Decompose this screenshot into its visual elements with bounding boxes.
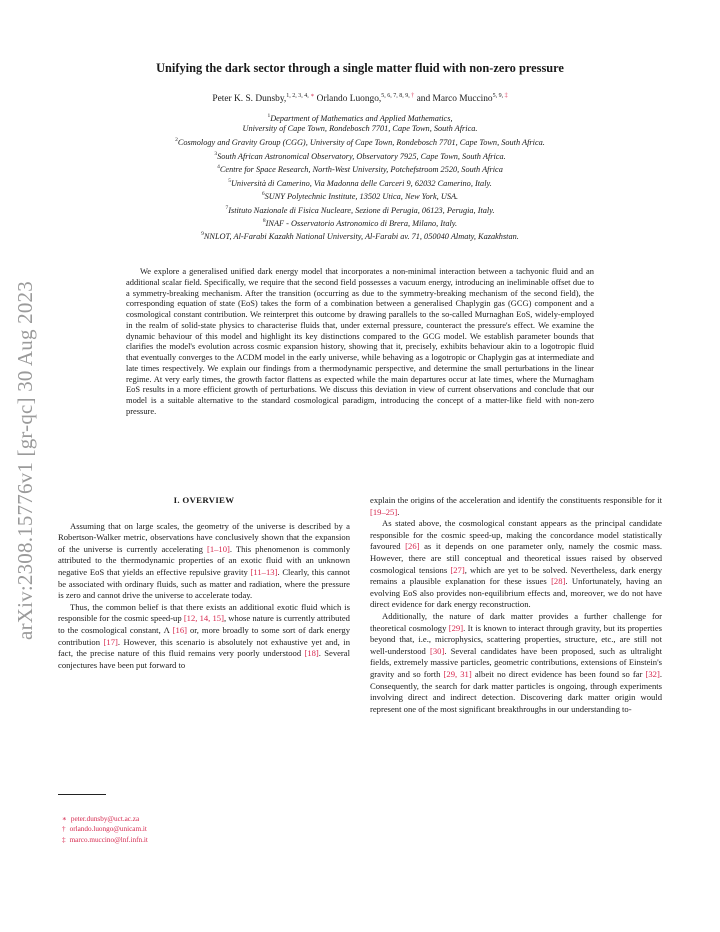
citation-link[interactable]: [19–25]	[370, 506, 398, 517]
citation-link[interactable]: [1–10]	[206, 543, 230, 554]
citation-link[interactable]: [17]	[103, 636, 118, 647]
footnote	[62, 835, 148, 845]
affiliation-number: 8	[262, 217, 266, 224]
body-paragraph: As stated above, the cosmological constant appears as the principal candidate responsible for the cosmic speed-up, making the concordance model statistically favoured [26] as it depends on one parameter only, namely the cosmic mass. However, there are still conceptual and theoretical issues raised by observed cosmological tensions [27], which are yet to be solved. Nevertheless, dark energy remains a plausible explanation for these issues [28]. Unfortunately, having an evolving EoS also provides non-equilibrium effects and, moreover, we do not have direct evidence for dark energy reconstruction.	[370, 518, 662, 610]
affiliation-text: Istituto Nazionale di Fisica Nucleare, Sezione di Perugia, 06123, Perugia, Italy.	[228, 205, 495, 215]
affiliation-line	[70, 203, 650, 216]
body-paragraph: Assuming that on large scales, the geometry of the universe is described by a Robertson-Walker metric, observations have conclusively shown that the expansion of the universe is currently accelerating [1–10]. This phenomenon is commonly attributed to the thermodynamic properties of an exotic fluid with an unknown negative EoS that yields an effective repulsive gravity [11–13]. Clearly, this cannot be associated with ordinary fluids, such as matter and radiation, where the pressure is zero and cannot drive the universe to accelerate today.	[58, 520, 350, 601]
left-column-body	[58, 521, 350, 672]
body-paragraph: Thus, the common belief is that there exists an additional exotic fluid which is responsible for the cosmic speed-up [12, 14, 15], whose nature is currently attributed to the cosmological constant, Λ [16] or, more broadly to some sort of dark energy contribution [17]. However, this scenario is absolutely not exhaustive yet and, in fact, the precise nature of this fluid remains very poorly understood [18]. Several conjectures have been put forward to	[58, 601, 350, 670]
author-list	[60, 92, 660, 104]
affiliation-line	[70, 176, 650, 189]
affiliation-number: 3	[214, 150, 218, 157]
citation-link[interactable]: [29]	[448, 622, 464, 633]
affiliation-number: 9	[201, 231, 204, 238]
citation-link[interactable]: [18]	[304, 648, 319, 659]
citation-link[interactable]: [16]	[172, 624, 187, 635]
citation-link[interactable]: [32]	[645, 668, 660, 679]
footnote-mark: ‡	[62, 835, 66, 844]
affiliation-line	[70, 216, 650, 229]
affiliation-text: INAF - Osservatorio Astronomico di Brera, Milano, Italy.	[265, 218, 458, 228]
citation-link[interactable]: [12, 14, 15]	[183, 613, 224, 624]
affiliation-text: South African Astronomical Observatory, Observatory 7925, Cape Town, South Africa.	[217, 151, 506, 161]
footnote-email-link[interactable]: marco.muccino@lnf.infn.it	[69, 835, 148, 844]
affiliation-line	[70, 162, 650, 175]
author-email-mark[interactable]: ∗	[310, 93, 315, 99]
affiliation-line	[70, 189, 650, 202]
right-column-body	[370, 495, 662, 715]
affiliation-line	[70, 149, 650, 162]
footnote-mark: †	[62, 825, 66, 834]
author-affil-numbers: 1, 2, 3, 4,	[286, 93, 311, 99]
author-email-mark[interactable]: †	[411, 93, 415, 99]
affiliation-number: 2	[175, 137, 178, 144]
author-name: Marco Muccino	[432, 94, 493, 105]
affiliation-number: 4	[217, 164, 220, 171]
affiliation-number: 1	[267, 113, 271, 119]
citation-link[interactable]: [27]	[450, 564, 465, 575]
citation-link[interactable]: [11–13]	[250, 566, 278, 577]
abstract-text: We explore a generalised unified dark energy model that incorporates a non-minimal interaction between a tachyonic fluid and an additional scalar field. Specifically, we require that the second field possesses a vacuum energy, introducing an ineliminable offset due to a symmetry-breaking mechanism. After the transition (occurring as due to the symmetry-breaking mechanism of the second field), the corresponding equation of state (EoS) takes the form of a combination between a generalised Chaplygin gas (GCG) component and a cosmological constant contribution. We reinterpret this outcome by drawing parallels to the so-called Murnaghan EoS, widely-employed in the realm of solid-state physics to characterise fluids that, under external pressure, counteract the pressure's effect. We examine the dynamic behaviour of this model and highlight its key distinctions compared to the GCG model. We establish parameter bounds that clarifies the model's evolution across cosmic expansion history, showing that it, precisely, exhibits behaviour akin to a logotropic fluid that eventually converges to the ΛCDM model in the early universe, while behaving as a logotropic or Chaplygin gas at intermediate and late times respectively. We explain our findings from a thermodynamic perspective, and determine the small perturbations in the linear regime. At very early times, the growth factor flattens as expected while the main departures occur at late times, where the Murnagham EoS results in a more efficient growth of perturbations. We discuss this deviation in view of current observations and conclude that our model is a suitable alternative to the standard cosmological paradigm, introducing the concept of a matter-like field with non-zero pressure.	[126, 266, 594, 416]
body-paragraph: explain the origins of the acceleration and identify the constituents responsible for it [19–25].	[370, 495, 662, 517]
affiliation-line	[70, 229, 650, 242]
affiliation-text: Centre for Space Research, North-West University, Potchefstroom 2520, South Africa	[219, 164, 503, 174]
affiliation-number: 7	[225, 204, 229, 211]
body-paragraph: Additionally, the nature of dark matter provides a further challenge for theoretical cosmology [29]. It is known to interact through gravity, but its properties beyond that, i.e., microphysics, scattering properties, structure, etc., are still not well-understood [30]. Several candidates have been proposed, such as ultralight fields, extremely massive particles, geometric contributions, extensions of Einstein's gravity and so forth [29, 31] albeit no direct evidence has been found so far [32]. Consequently, the search for dark matter particles is ongoing, through experiments involving direct and indirect detection. Discovering dark matter origin would represent one of the most significant breakthroughs in our understanding to-	[370, 610, 663, 714]
right-column	[370, 495, 662, 715]
author-name: Orlando Luongo,	[316, 94, 382, 105]
affiliation-text: NNLOT, Al-Farabi Kazakh National University, Al-Farabi av. 71, 050040 Almaty, Kazakhstan.	[203, 232, 519, 242]
affiliation-text: University of Cape Town, Rondebosch 7701, Cape Town, South Africa.	[242, 124, 478, 134]
affiliation-number: 6	[261, 191, 265, 198]
affiliation-text: Università di Camerino, Via Madonna delle Carceri 9, 62032 Camerino, Italy.	[230, 178, 492, 188]
author-name: Peter K. S. Dunsby,	[212, 94, 287, 105]
footnote	[62, 824, 148, 834]
affiliation-text: Department of Mathematics and Applied Mathematics,	[270, 113, 453, 123]
citation-link[interactable]: [26]	[405, 541, 420, 552]
citation-link[interactable]: [30]	[429, 645, 445, 656]
footnotes	[62, 814, 148, 845]
affiliation-line	[70, 135, 650, 148]
abstract	[126, 266, 594, 417]
footnote-email-link[interactable]: orlando.luongo@unicam.it	[69, 825, 147, 834]
section-heading: I. OVERVIEW	[173, 495, 235, 505]
footnote	[62, 814, 148, 824]
affiliation-text: Cosmology and Gravity Group (CGG), University of Cape Town, Rondebosch 7701, Cape Town, South Africa.	[177, 137, 545, 147]
citation-link[interactable]: [29, 31]	[443, 668, 472, 679]
arxiv-id-text[interactable]: arXiv:2308.15776v1 [gr-qc] 30 Aug 2023	[12, 280, 37, 640]
paper-title: Unifying the dark sector through a single matter fluid with non-zero pressure	[156, 61, 564, 75]
left-column	[58, 495, 350, 671]
footnote-mark: ∗	[62, 815, 67, 823]
arxiv-identifier-stamp	[5, 230, 45, 690]
affiliation-line	[70, 111, 650, 124]
affiliation-number: 5	[228, 177, 231, 184]
author-affil-numbers: 5, 9,	[492, 93, 505, 99]
citation-link[interactable]: [28]	[551, 576, 566, 587]
footnote-divider	[58, 794, 106, 795]
affiliation-text: SUNY Polytechnic Institute, 13502 Utica, New York, USA.	[264, 191, 459, 201]
author-separator: and	[414, 94, 433, 105]
footnote-email-link[interactable]: peter.dunsby@uct.ac.za	[70, 815, 140, 823]
author-affil-numbers: 5, 6, 7, 8, 9,	[381, 93, 412, 99]
affiliation-list	[70, 111, 650, 243]
affiliation-line	[70, 124, 650, 135]
author-email-mark[interactable]: ‡	[504, 93, 508, 99]
